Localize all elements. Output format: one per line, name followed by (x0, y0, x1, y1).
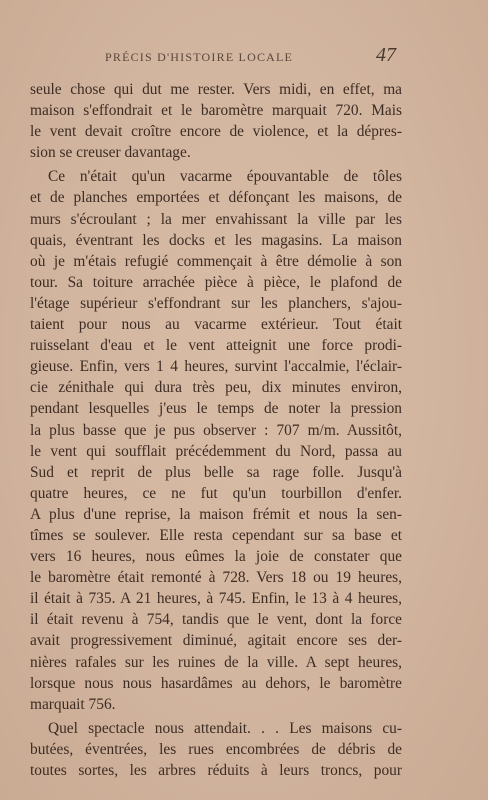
text-line: Ce n'était qu'un vacarme épouvantable de tôles (48, 168, 402, 186)
body-text (30, 79, 402, 781)
text-line: il était à 735. A 21 heures, à 745. Enfin, le 13 à 4 heures, (30, 590, 402, 608)
text-line: tour. Sa toiture arrachée pièce à pièce, le plafond de (30, 273, 402, 291)
text-line: vers 16 heures, nous eûmes la joie de constater que (30, 548, 402, 566)
text-line: Sud et reprit de plus belle sa rage folle. Jusqu'à (30, 463, 402, 481)
text-line: A plus d'une reprise, la maison frémit et nous la sen- (30, 505, 402, 523)
text-line: tîmes se soulever. Elle resta cependant sur sa base et (30, 526, 402, 544)
text-line: quatre heures, ce ne fut qu'un tourbillon d'enfer. (30, 484, 402, 502)
text-line: lorsque nous nous hasardâmes au dehors, le baromètre (30, 674, 402, 692)
text-line: gieuse. Enfin, vers 1 4 heures, survint l'accalmie, l'éclair- (30, 358, 402, 376)
text-line: où je m'étais refugié commençait à être démolie à son (30, 252, 402, 270)
text-line: taient pour nous au vacarme extérieur. Tout était (30, 316, 402, 334)
text-line: maison s'effondrait et le baromètre marquait 720. Mais (30, 102, 402, 120)
text-line: l'étage supérieur s'effondrant sur les planchers, s'ajou- (30, 294, 402, 312)
text-line: nières rafales sur les ruines de la ville. A sept heures, (30, 653, 402, 671)
running-head (0, 44, 488, 68)
text-line: butées, éventrées, les rues encombrées de débris de (30, 740, 402, 758)
text-line: la plus basse que je pus observer : 707 m/m. Aussitôt, (30, 421, 402, 439)
text-line: sion se creuser davantage. (30, 144, 191, 162)
text-line: il était revenu à 754, tandis que le vent, dont la force (30, 611, 402, 629)
text-line: le vent devait croître encore de violence, et la dépres- (30, 123, 402, 141)
text-line: marquait 756. (30, 695, 116, 713)
text-line: seule chose qui dut me rester. Vers midi, en effet, ma (30, 81, 402, 98)
text-line: le vent qui soufflait précédemment du Nord, passa au (30, 442, 402, 460)
text-line: murs s'écroulant ; la mer envahissant la ville par les (30, 210, 402, 228)
page-number: 47 (376, 44, 396, 66)
text-line: et de planches emportées et défonçant les maisons, de (30, 189, 402, 207)
text-line: ruisselant d'eau et le vent atteignit une force prodi- (30, 337, 402, 355)
text-line: avait progressivement diminué, agitait encore ses der- (30, 632, 402, 650)
text-line: le baromètre était remonté à 728. Vers 18 ou 19 heures, (30, 569, 402, 587)
text-line: cie zénithale qui dura très peu, dix minutes environ, (30, 379, 402, 397)
text-line: pendant lesquelles j'eus le temps de noter la pression (30, 400, 402, 418)
running-title: PRÉCIS D'HISTOIRE LOCALE (105, 50, 294, 64)
text-line: toutes sortes, les arbres réduits à leurs troncs, pour (30, 762, 402, 779)
text-line: quais, éventrant les docks et les magasins. La maison (30, 231, 402, 249)
text-line: Quel spectacle nous attendait. . . Les maisons cu- (48, 719, 402, 737)
